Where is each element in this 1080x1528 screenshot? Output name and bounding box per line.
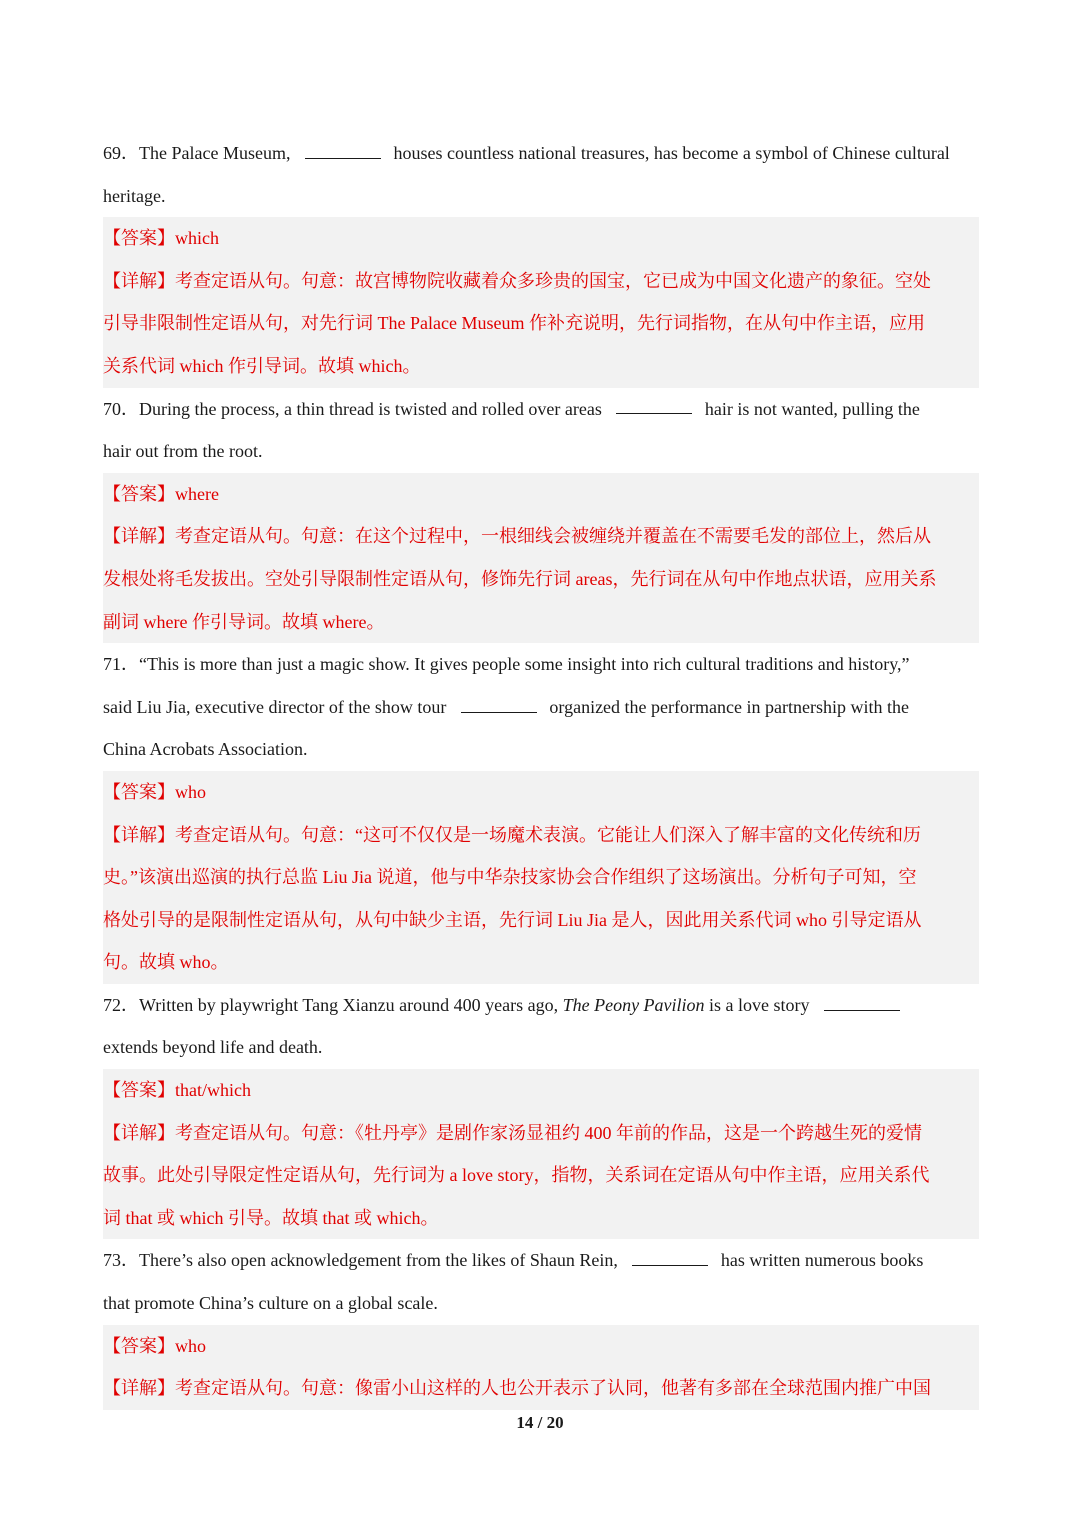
detail-line: 引导非限制性定语从句，对先行词 The Palace Museum 作补充说明，先行词指物，在从句中作主语，应用: [103, 313, 925, 334]
question-text: organized the performance in partnership with the: [544, 696, 909, 717]
answer-blank: [632, 1264, 708, 1266]
question-line: [103, 388, 979, 431]
question-text: 70．During the process, a thin thread is twisted and rolled over areas: [103, 398, 607, 419]
title-italic: The Peony Pavilion: [562, 994, 705, 1015]
detail-line: 故事。此处引导限定性定语从句，先行词为 a love story，指物，关系词在定语从句中作主语，应用关系代: [103, 1165, 930, 1186]
question-text: that promote China’s culture on a global scale.: [103, 1293, 438, 1314]
detail-line: 关系代词 which 作引导词。故填 which。: [103, 355, 421, 376]
question-text: houses countless national treasures, has become a symbol of Chinese cultural: [388, 143, 950, 163]
answer-blank: [824, 1009, 900, 1011]
detail-line: 词 that 或 which 引导。故填 that 或 which。: [103, 1207, 439, 1228]
answer-blank: [616, 412, 692, 414]
answer-blank: [305, 157, 381, 159]
question-line: [103, 643, 979, 686]
question-text: is a love story: [704, 994, 815, 1015]
question-line: [103, 728, 979, 771]
answer-box: [103, 1325, 979, 1410]
question-text: 73．There’s also open acknowledgement from the likes of Shaun Rein,: [103, 1250, 623, 1271]
question-text: extends beyond life and death.: [103, 1037, 323, 1058]
answer-line: 【答案】who: [103, 781, 206, 802]
answer-line: 【答案】where: [103, 483, 219, 504]
question-block: [103, 1239, 979, 1409]
question-text: heritage.: [103, 185, 166, 206]
detail-line: 【详解】考查定语从句。句意：在这个过程中，一根细线会被缠绕并覆盖在不需要毛发的部位上，然后从: [103, 526, 931, 547]
detail-line: 史。”该演出巡演的执行总监 Liu Jia 说道，他与中华杂技家协会合作组织了这场演出。分析句子可知，空: [103, 867, 917, 888]
question-line: [103, 175, 979, 218]
answer-blank: [461, 711, 537, 713]
question-line: [103, 1026, 979, 1069]
question-text: China Acrobats Association.: [103, 739, 308, 760]
detail-line: 句。故填 who。: [103, 952, 229, 973]
detail-line: 【详解】考查定语从句。句意：像雷小山这样的人也公开表示了认同，他著有多部在全球范围内推广中国: [103, 1378, 931, 1399]
answer-line: 【答案】who: [103, 1335, 206, 1356]
detail-line: 副词 where 作引导词。故填 where。: [103, 611, 385, 632]
detail-line: 【详解】考查定语从句。句意：“这可不仅仅是一场魔术表演。它能让人们深入了解丰富的文化传统和历: [103, 824, 921, 845]
question-line: [103, 1282, 979, 1325]
question-block: [103, 984, 979, 1240]
answer-box: [103, 1069, 979, 1239]
answer-box: [103, 217, 979, 387]
question-text: hair is not wanted, pulling the: [700, 398, 920, 419]
question-block: [103, 388, 979, 644]
question-text: 72．Written by playwright Tang Xianzu around 400 years ago,: [103, 994, 563, 1015]
answer-box: [103, 771, 979, 984]
answer-box: [103, 473, 979, 643]
question-text: 69．The Palace Museum,: [103, 143, 295, 163]
page-number: 14 / 20: [516, 1413, 564, 1432]
answer-line: 【答案】that/which: [103, 1080, 251, 1101]
question-line: [103, 132, 979, 175]
question-line: [103, 984, 979, 1027]
detail-line: 【详解】考查定语从句。句意：故宫博物院收藏着众多珍贵的国宝，它已成为中国文化遗产的象征。空处: [103, 270, 931, 291]
question-block: [103, 132, 979, 388]
question-line: [103, 1239, 979, 1282]
detail-line: 【详解】考查定语从句。句意：《牡丹亭》是剧作家汤显祖约 400 年前的作品，这是一个跨越生死的爱情: [103, 1122, 922, 1143]
question-text: hair out from the root.: [103, 441, 263, 462]
question-line: [103, 686, 979, 729]
question-text: said Liu Jia, executive director of the show tour: [103, 696, 451, 717]
answer-line: 【答案】which: [103, 228, 219, 249]
question-block: [103, 643, 979, 984]
page-content: [103, 132, 979, 1410]
question-text: has written numerous books: [716, 1250, 924, 1271]
question-line: [103, 430, 979, 473]
detail-line: 发根处将毛发拔出。空处引导限制性定语从句，修饰先行词 areas，先行词在从句中作地点状语，应用关系: [103, 568, 937, 589]
question-text: 71．“This is more than just a magic show. It gives people some insight into rich cultural traditions and history,”: [103, 654, 910, 675]
detail-line: 格处引导的是限制性定语从句，从句中缺少主语，先行词 Liu Jia 是人，因此用关系代词 who 引导定语从: [103, 909, 922, 930]
